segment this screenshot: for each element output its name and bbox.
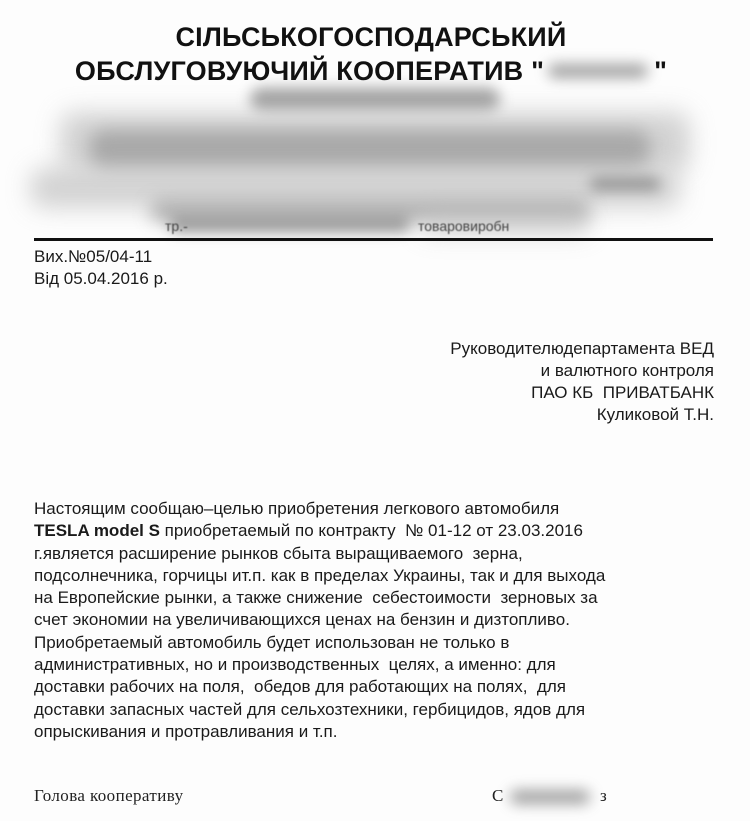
outgoing-date: Від 05.04.2016 р. xyxy=(34,269,168,288)
contract-reference: приобретаемый по контракту № 01-12 от 23.03.2016 xyxy=(159,521,583,541)
title-line-2-prefix: ОБСЛУГОВУЮЧИЙ КООПЕРАТИВ " xyxy=(74,56,545,86)
addressee-line-3: ПАО КБ ПРИВАТБАНК xyxy=(531,383,714,402)
redacted-signatory-name xyxy=(510,790,590,804)
body-line-8: административных, но и производственных целях, а именно: для xyxy=(34,655,556,675)
body-line-9: доставки рабочих на поля, обедов для работающих на полях, для xyxy=(34,677,566,697)
letter-body xyxy=(34,498,724,743)
header-divider xyxy=(34,238,713,241)
redacted-cooperative-name xyxy=(544,60,654,82)
outgoing-number: Вих.№05/04-11 xyxy=(34,247,153,266)
body-line-7: Приобретаемый автомобиль будет использован не только в xyxy=(34,632,510,652)
addressee-line-2: и валютного контроля xyxy=(540,361,714,380)
cooperative-title-line-2 xyxy=(0,54,746,88)
body-line-4: подсолнечника, горчицы ит.п. как в пределах Украины, так и для выхода xyxy=(34,565,606,585)
car-model: TESLA model S xyxy=(34,521,160,541)
body-line-5: на Европейские рынки, а также снижение себестоимости зерновых за xyxy=(34,588,598,608)
signatory-name-end: з xyxy=(600,786,607,805)
body-line-3: г.является расширение рынков сбыта выращиваемого зерна, xyxy=(34,543,523,563)
body-line-1: Настоящим сообщаю–целью приобретения легкового автомобиля xyxy=(34,499,560,518)
signatory-position: Голова кооперативу xyxy=(34,786,184,805)
address-fragment-2: товаровиробн xyxy=(418,218,510,234)
addressee-line-1: Руководителюдепартамента ВЕД xyxy=(450,339,714,358)
title-line-2-suffix: " xyxy=(654,56,668,86)
body-line-6: счет экономии на увеличивающихся ценах на бензин и дизтопливо. xyxy=(34,610,570,630)
signatory-name-start: С xyxy=(492,786,504,805)
cooperative-title-line-1: СІЛЬСЬКОГОСПОДАРСЬКИЙ xyxy=(175,22,567,52)
addressee-block xyxy=(450,338,714,426)
address-fragment-1: тр.- xyxy=(165,218,188,234)
body-line-2 xyxy=(34,520,724,542)
body-line-11: опрыскивания и протравливания и т.п. xyxy=(34,721,338,741)
addressee-line-4: Куликовой Т.Н. xyxy=(596,405,714,424)
body-line-10: доставки запасных частей для сельхозтехники, гербицидов, ядов для xyxy=(34,699,586,719)
